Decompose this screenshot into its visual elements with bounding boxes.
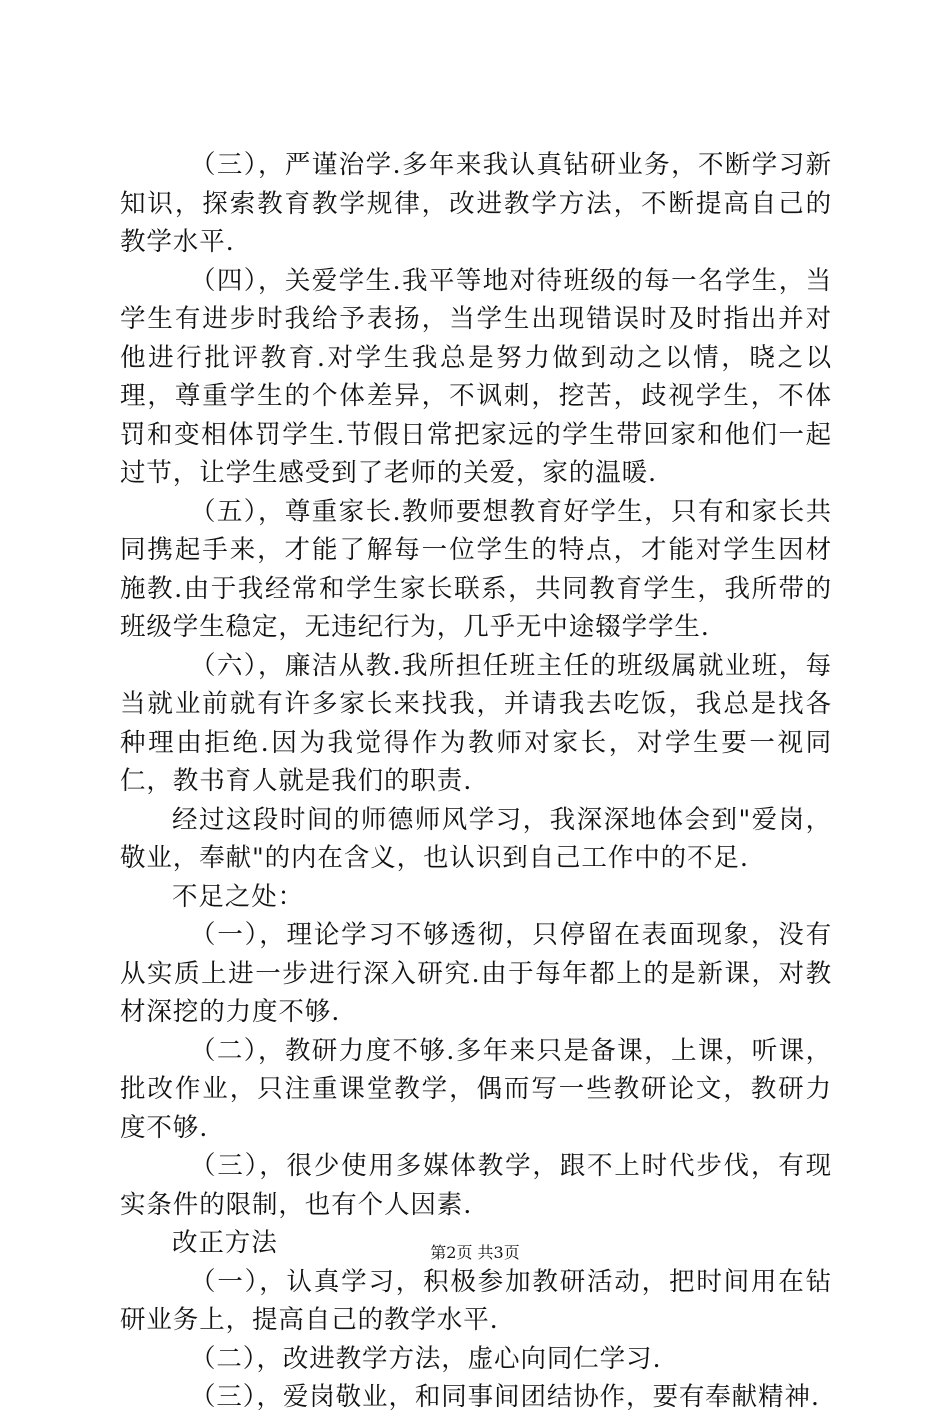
page-number-footer: 第2页 共3页	[430, 1243, 520, 1262]
paragraph-shortcoming-3: （三），很少使用多媒体教学，跟不上时代步伐，有现实条件的限制，也有个人因素.	[120, 1151, 832, 1220]
document-body	[120, 146, 832, 1417]
paragraph-honest-teaching: （六），廉洁从教.我所担任班主任的班级属就业班，每当就业前就有许多家长来找我，并请我去吃饭，我总是找各种理由拒绝.因为我觉得作为教师对家长，对学生要一视同仁，教书育人就是我们的职责.	[120, 650, 832, 796]
heading-shortcomings: 不足之处：	[172, 881, 305, 912]
paragraph-respect-parents: （五），尊重家长.教师要想教育好学生，只有和家长共同携起手来，才能了解每一位学生的特点，才能对学生因材施教.由于我经常和学生家长联系，共同教育学生，我所带的班级学生稳定，无违纪行为，几乎无中途辍学学生.	[120, 496, 832, 642]
paragraph-care-students: （四），关爱学生.我平等地对待班级的每一名学生，当学生有进步时我给予表扬，当学生出现错误时及时指出并对他进行批评教育.对学生我总是努力做到动之以情，晓之以理，尊重学生的个体差异，不讽刺，挖苦，歧视学生，不体罚和变相体罚学生.节假日常把家远的学生带回家和他们一起过节，让学生感受到了老师的关爱，家的温暖.	[120, 265, 832, 488]
paragraph-shortcoming-1: （一），理论学习不够透彻，只停留在表面现象，没有从实质上进一步进行深入研究.由于每年都上的是新课，对教材深挖的力度不够.	[120, 920, 832, 1027]
paragraph-correction-1: （一），认真学习，积极参加教研活动，把时间用在钻研业务上，提高自己的教学水平.	[120, 1266, 832, 1335]
paragraph-shortcoming-2: （二），教研力度不够.多年来只是备课，上课，听课，批改作业，只注重课堂教学，偶而写一些教研论文，教研力度不够.	[120, 1035, 832, 1143]
paragraph-strict-study: （三），严谨治学.多年来我认真钻研业务，不断学习新知识，探索教育教学规律，改进教学方法，不断提高自己的教学水平.	[120, 150, 832, 257]
heading-corrections: 改正方法	[172, 1228, 278, 1258]
paragraph-study-reflection: 经过这段时间的师德师风学习，我深深地体会到"爱岗，敬业，奉献"的内在含义，也认识到自己工作中的不足.	[120, 804, 832, 873]
paragraph-correction-2: （二），改进教学方法，虚心向同仁学习.	[190, 1343, 662, 1374]
paragraph-correction-3: （三），爱岗敬业，和同事间团结协作，要有奉献精神.	[190, 1382, 820, 1412]
